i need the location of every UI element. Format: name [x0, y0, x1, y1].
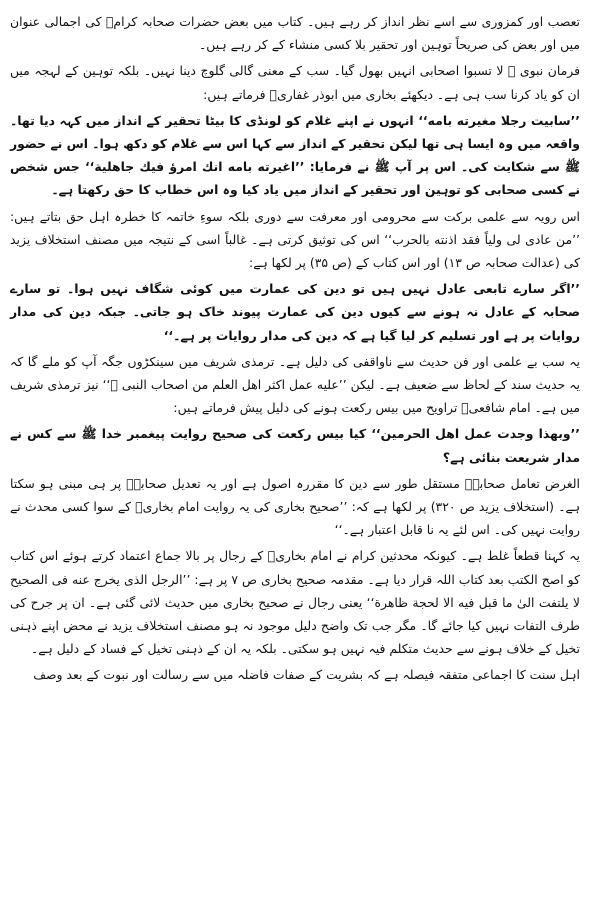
- quote-paragraph: ’’سابیت رجلا مغیرته بامه‘‘ انہوں نے اپنے غلام کو لونڈی کا بیٹا تحقیر کے انداز میں کہہ دیا تھا۔ واقعہ میں وہ ایسا ہی تھا لیکن تحقیر کے انداز سے کہا اس سے غلام کو دکھ ہوا۔ اس نے حضور ﷺ سے شکایت کی۔ اس پر آپ ﷺ نے فرمایا: ’’اغیرته بامه انك امرؤ فيك جاهلية‘‘ جس شخص نے کسی صحابی کو توہین اور تحقیر کے انداز میں یاد کیا وہ اس خطاب کا حق رکھتا ہے۔: [10, 112, 580, 198]
- paragraph: یہ سب بے علمی اور فن حدیث سے ناواقفی کی دلیل ہے۔ ترمذی شریف میں سینکڑوں جگہ آپ کو ملے گا کہ یہ حدیث سند کے لحاظ سے ضعیف ہے۔ لیکن ’’علیه عمل اکثر اهل العلم من اصحاب النبی ﷺ‘‘ نیز ترمذی شریف میں ہے۔ امام شافعیؒ تراویح میں بیس رکعت ہونے کی دلیل پیش فرماتے ہیں:: [10, 353, 580, 416]
- paragraph: الغرض تعامل صحابہؓ مستقل طور سے دین کا مقررہ اصول ہے اور یہ تعدیل صحابہؓ پر ہی مبنی ہو سکتا ہے۔ (استخلاف یزید ص ۳۲۰) پر لکھا ہے کہ: ’’صحیح بخاری کی یہ روایت امام بخاریؒ کے سوا کسی محدث نے روایت نہیں کی۔ اس لئے یہ نا قابل اعتبار ہے۔‘‘: [10, 475, 581, 538]
- quote-paragraph: ’’اگر سارے تابعی عادل نہیں ہیں تو دین کی عمارت میں کوئی شگاف نہیں ہوا۔ تو سارے صحابہ کے عادل نہ ہونے سے کیوں دین کی عمارت پیوند خاک ہو جاتی۔ جبکہ دین کی مدار روایات پر ہے اور تسلیم کر لیا گیا ہے کہ دین کی مدار روایات پر ہے۔‘‘: [10, 281, 580, 343]
- quote-paragraph: ’’وبهذا وجدت عمل اهل الحرمين‘‘ کیا بیس رکعت کی صحیح روایت پیغمبر خدا ﷺ سے کس نے مدار شریعت بنائی ہے؟: [10, 426, 580, 465]
- paragraph: اہل سنت کا اجماعی متفقہ فیصلہ ہے کہ بشریت کے صفات فاضلہ میں سے رسالت اور نبوت کے بعد وصف: [33, 667, 580, 683]
- paragraph: یہ کہنا قطعاً غلط ہے۔ کیونکہ محدثین کرام نے امام بخاریؒ کے رجال پر بالا جماع اعتماد کرتے ہوئے اس کتاب کو اصح الکتب بعد کتاب اللہ قرار دیا ہے۔ مقدمہ صحیح بخاری ص ۷ پر ہے: ’’الرجل الذی یخرج عنه فی الصحیح لا یلتفت الیٰ ما قبل فیه الا لحجة ظاهرة‘‘ یعنی رجال نے صحیح بخاری میں حدیث لائی گئی ہے۔ ان پر جرح کی طرف التفات نہیں کیا جائے گا۔ مگر جب تک واضح دلیل موجود نہ ہو مصنف استخلاف یزید نے محض اپنے ذہنی تخیل کے خلاف ہونے سے حدیث متکلم فیہ نہیں ہو سکتی۔ بلکہ یہ ان کے ذہنی تخیل کے فساد کے دلیل ہے۔: [10, 548, 580, 657]
- paragraph: تعصب اور کمزوری سے اسے نظر انداز کر رہے ہیں۔ کتاب میں بعض حضرات صحابہ کرامؓ کی اجمالی عنوان میں اور بعض کی صریحاً توہین اور تحقیر بلا کسی منشاء کے کر رہے ہیں۔: [10, 14, 580, 53]
- paragraph: فرمان نبوی ﷺ لا تسبوا اصحابی انہیں بھول گیا۔ سب کے معنی گالی گلوچ دینا نہیں۔ بلکہ توہین کے لہجہ میں ان کو یاد کرنا سب ہی ہے۔ دیکھئے بخاری میں ابوذر غفاریؓ فرماتے ہیں:: [10, 63, 580, 102]
- paragraph: اس رویہ سے علمی برکت سے محرومی اور معرفت سے دوری بلکہ سوءِ خاتمہ کا خطرہ اہل حق بتاتے ہیں: ’’من عادی لی ولیاً فقد اذنته بالحرب‘‘ اس کی توثیق کرتی ہے۔ غالباً اسی کے نتیجہ میں مصنف استخلاف یزید کی (عدالت صحابہ ص ۱۳) اور اس کتاب کے (ص ۳۵) پر لکھا ہے:: [10, 208, 580, 271]
